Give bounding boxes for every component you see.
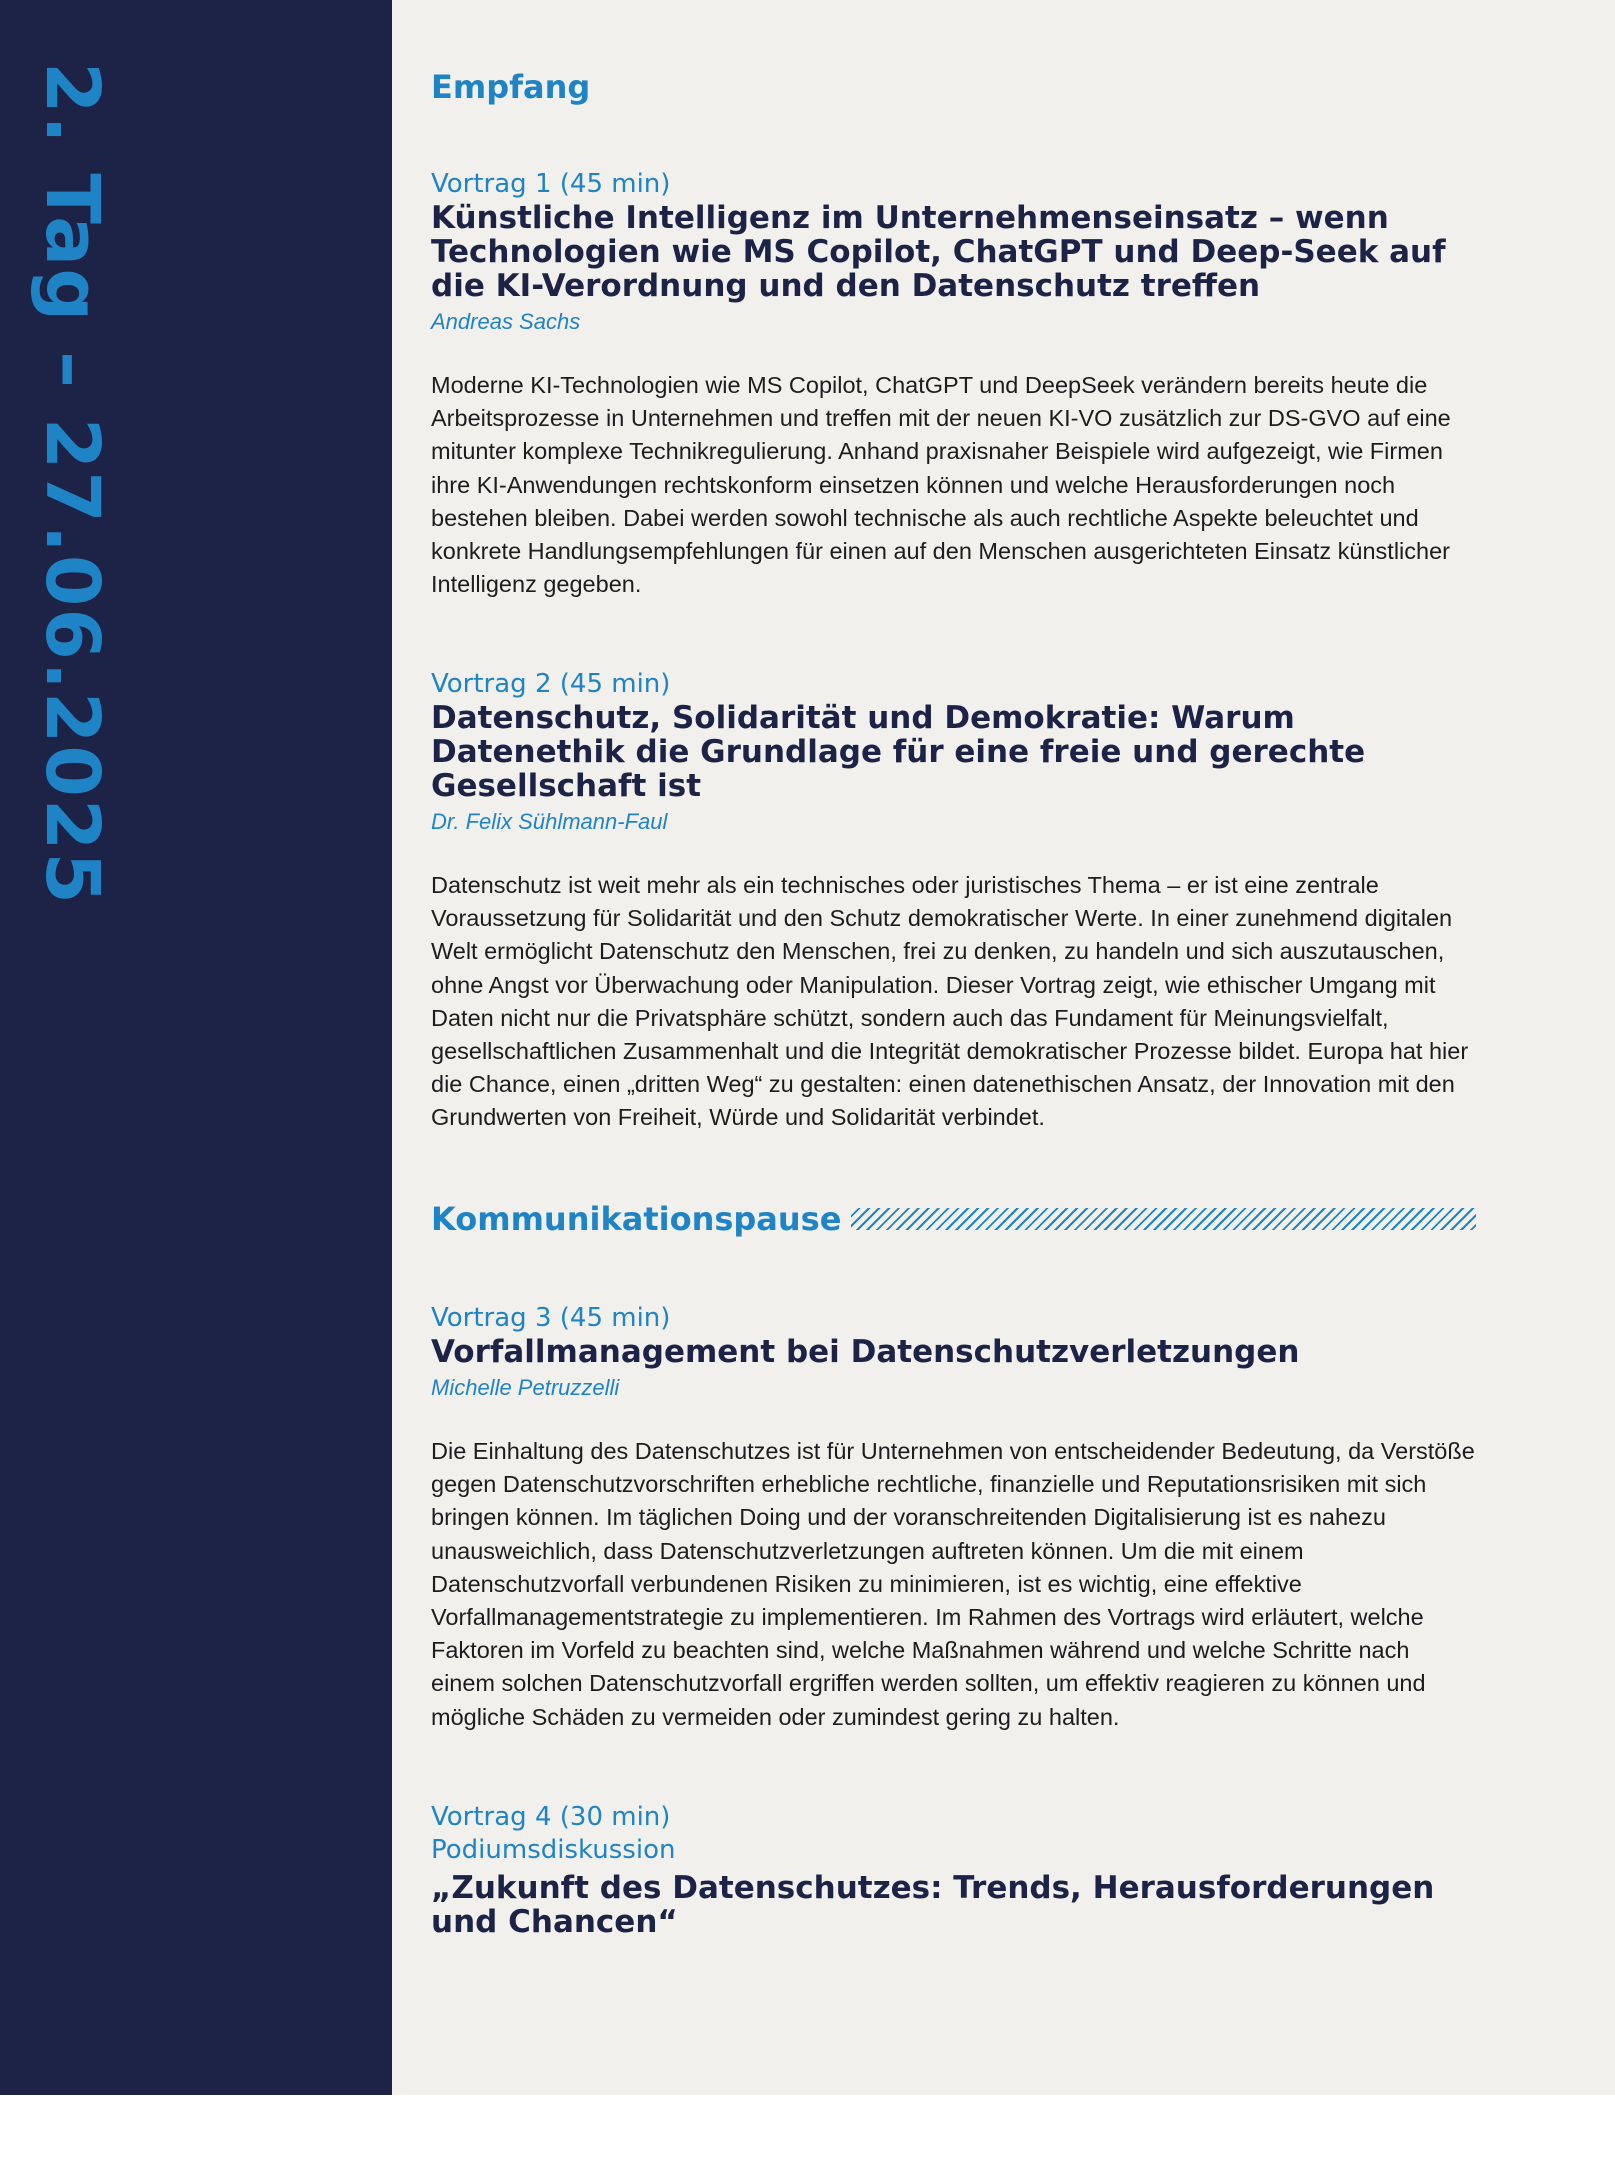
talk4-format: Podiumsdiskussion	[431, 1835, 676, 1865]
reception-block	[431, 68, 1476, 106]
talk3-block	[431, 1302, 1476, 1734]
talk4-kicker: Vortrag 4 (30 min)	[431, 1802, 671, 1832]
sidebar	[0, 0, 392, 2095]
talk3-kicker: Vortrag 3 (45 min)	[431, 1303, 671, 1333]
talk2-description: Datenschutz ist weit mehr als ein technisches oder juristisches Thema – er ist eine zentrale Voraussetzung für Solidarität und den Schutz demokratischer Werte. In einer zunehmend digitalen Welt ermöglicht Datenschutz den Menschen, frei zu denken, zu handeln und sich auszutauschen, ohne Angst vor Überwachung oder Manipulation. Dieser Vortrag zeigt, wie ethischer Umgang mit Daten nicht nur die Privatsphäre schützt, sondern auch das Fundament für Meinungsvielfalt, gesellschaftlichen Zusammenhalt und die Integrität demokratischer Prozesse bildet. Europa hat hier die Chance, einen „dritten Weg“ zu gestalten: einen datenethischen Ansatz, der Innovation mit den Grundwerten von Freiheit, Würde und Solidarität verbindet.	[431, 872, 1469, 1131]
talk1-description: Moderne KI-Technologien wie MS Copilot, ChatGPT und DeepSeek verändern bereits heute die Arbeitsprozesse in Unternehmen und treffen mit der neuen KI-VO zusätzlich zur DS-GVO auf eine mitunter komplexe Technikregulierung. Anhand praxisnaher Beispiele wird aufgezeigt, wie Firmen ihre KI-Anwendungen rechtskonform einsetzen können und welche Herausforderungen noch bestehen bleiben. Dabei werden sowohl technische als auch rechtliche Aspekte beleuchtet und konkrete Handlungsempfehlungen für einen auf den Menschen ausgerichteten Einsatz künstlicher Intelligenz gegeben.	[431, 372, 1451, 598]
pause-heading: Kommunikationspause	[431, 1200, 842, 1238]
hatch-divider	[851, 1208, 1476, 1230]
talk1-block	[431, 168, 1476, 601]
day-label: 2. Tag – 27.06.2025	[29, 62, 115, 906]
talk4-block	[431, 1801, 1476, 1939]
talk4-title: „Zukunft des Datenschutzes: Trends, Herausforderungen und Chancen“	[431, 1870, 1435, 1940]
reception-heading: Empfang	[431, 68, 591, 106]
talk1-kicker: Vortrag 1 (45 min)	[431, 169, 671, 199]
talk1-speaker: Andreas Sachs	[431, 309, 581, 334]
talk1-title: Künstliche Intelligenz im Unternehmenseinsatz – wenn Technologien wie MS Copilot, ChatGPT und Deep-Seek auf die KI-Verordnung und den Datenschutz treffen	[431, 200, 1446, 304]
talk3-description: Die Einhaltung des Datenschutzes ist für Unternehmen von entscheidender Bedeutung, da Verstöße gegen Datenschutzvorschriften erhebliche rechtliche, finanzielle und Reputationsrisiken mit sich bringen können. Im täglichen Doing und der voranschreitenden Digitalisierung ist es nahezu unausweichlich, dass Datenschutzverletzungen auftreten können. Um die mit einem Datenschutzvorfall verbundenen Risiken zu minimieren, ist es wichtig, eine effektive Vorfallmanagementstrategie zu implementieren. Im Rahmen des Vortrags wird erläutert, welche Faktoren im Vorfeld zu beachten sind, welche Maßnahmen während und welche Schritte nach einem solchen Datenschutzvorfall ergriffen werden sollten, um effektiv reagieren zu können und mögliche Schäden zu vermeiden oder zumindest gering zu halten.	[431, 1438, 1475, 1730]
talk2-kicker: Vortrag 2 (45 min)	[431, 669, 671, 699]
talk2-block	[431, 668, 1476, 1135]
talk2-title: Datenschutz, Solidarität und Demokratie: Warum Datenethik die Grundlage für eine freie und gerechte Gesellschaft ist	[431, 700, 1366, 804]
talk3-speaker: Michelle Petruzzelli	[431, 1375, 620, 1400]
talk3-title: Vorfallmanagement bei Datenschutzverletzungen	[431, 1334, 1300, 1370]
talk2-speaker: Dr. Felix Sühlmann-Faul	[431, 809, 668, 834]
pause-block	[431, 1200, 1476, 1238]
